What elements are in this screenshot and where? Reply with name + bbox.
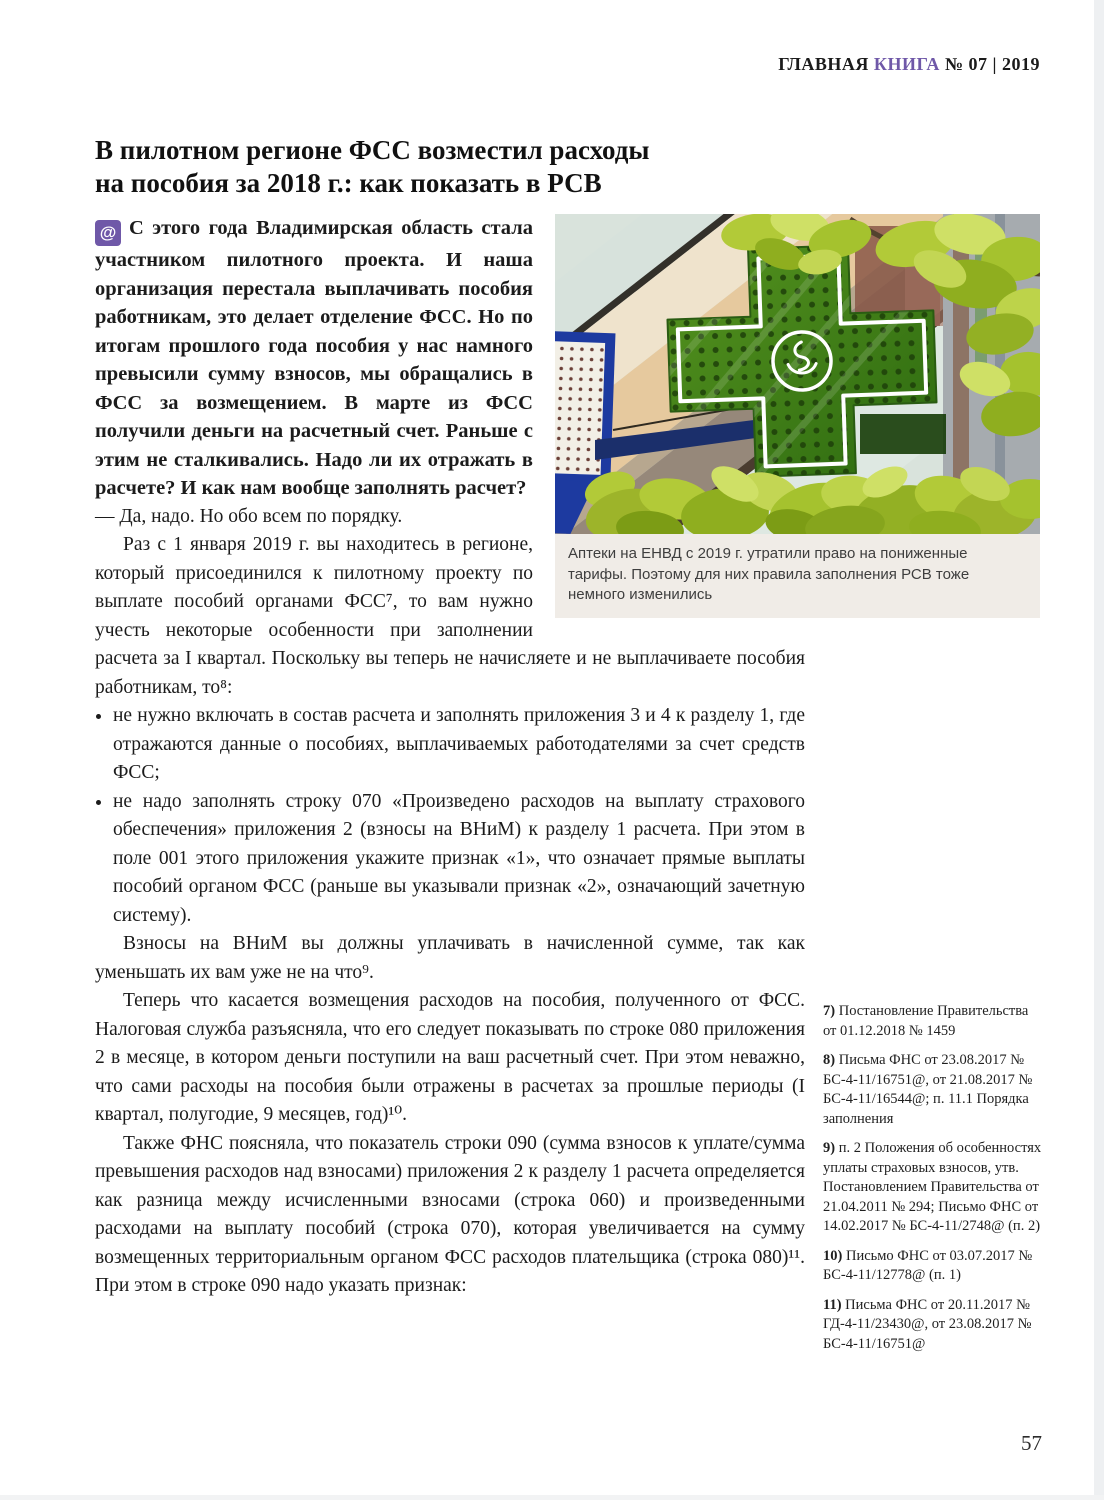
paragraph-3: Теперь что касается возмещения расходов на пособия, полученного от ФСС. Налоговая служба разъясняла, что его следует показывать по строке 080 приложения 2 в месяце, в котором деньги поступили на ваш расчетный счет. При этом неважно, что сами расходы на пособия были отражены в расчетах за прошлые периоды (I квартал, полугодие, 9 месяцев, год)¹⁰.	[95, 990, 805, 1125]
at-icon: @	[95, 220, 121, 246]
page-number: 57	[1021, 1431, 1042, 1455]
page-edge-right	[1094, 0, 1104, 1500]
footnote-text: Постановление Правительства от 01.12.2018 № 1459	[823, 1003, 1029, 1039]
footnote-number: 7)	[823, 1003, 836, 1019]
footnote-number: 9)	[823, 1140, 836, 1156]
article-title	[95, 134, 955, 200]
footnote-text: Письмо ФНС от 03.07.2017 № БС-4-11/12778@ (п. 1)	[823, 1247, 1033, 1283]
article-title-line2: на пособия за 2018 г.: как показать в РСВ	[95, 168, 602, 198]
paragraph-2: Взносы на ВНиМ вы должны уплачивать в начисленной сумме, так как уменьшать их вам уже не на что⁹.	[95, 933, 805, 983]
footnote-text: Письма ФНС от 23.08.2017 № БС-4-11/16751@, от 21.08.2017 № БС-4-11/16544@; п. 11.1 Порядка заполнения	[823, 1052, 1033, 1127]
bullet-item: • не надо заполнять строку 070 «Произведено расходов на выплату страхового обеспечения» приложения 2 (взносы на ВНиМ) к разделу 1 расчета. При этом в поле 001 этого приложения укажите признак «1», что означает прямые выплаты пособий органом ФСС (раньше вы указывали признак «2», означающий зачетную систему).	[113, 788, 805, 931]
footnote-11	[823, 1296, 1045, 1355]
article-title-line1: В пилотном регионе ФСС возместил расходы	[95, 135, 650, 165]
bullet-item: • не нужно включать в состав расчета и заполнять приложения 3 и 4 к разделу 1, где отражаются данные о пособиях, выплачиваемых работодателями за счет средств ФСС;	[113, 702, 805, 788]
footnotes-sidebar	[823, 1002, 1045, 1364]
pharmacy-cross-photo	[555, 214, 1040, 534]
masthead-purple: КНИГА	[873, 54, 940, 74]
footnote-number: 11)	[823, 1296, 842, 1313]
reader-question-text: С этого года Владимирская область стала участником пилотного проекта. И наша организация перестала выплачивать пособия работникам, это делает отделение ФСС. Но по итогам прошлого года пособия у нас намного превысили сумму взносов, мы обращались в ФСС за возмещением. В марте из ФСС получили деньги на расчетный счет. Раньше с этим не сталкивались. Надо ли их отражать в расчете? И как нам вообще заполнять расчет?	[95, 217, 533, 499]
paragraph-4: Также ФНС поясняла, что показатель строки 090 (сумма взносов к уплате/сумма превышения расходов над взносами) приложения 2 к разделу 1 расчета определяется как разница между исчисленными взносами (строка 060) и произведенными расходами на выплату пособий (строка 070), которая увеличивается на сумму возмещенных территориальным органом ФСС расходов плательщика (строка 080)¹¹. При этом в строке 090 надо указать признак:	[95, 1132, 805, 1296]
page-edge-bottom	[0, 1495, 1104, 1500]
footnote-10	[823, 1247, 1045, 1286]
bullet-list	[95, 702, 805, 930]
masthead-black: ГЛАВНАЯ	[778, 54, 874, 74]
masthead	[778, 54, 1040, 75]
footnote-text: п. 2 Положения об особенностях уплаты страховых взносов, утв. Постановлением Правительства от 21.04.2011 № 294; Письмо ФНС от 14.02.2017 № БС-4-11/2748@ (п. 2)	[823, 1140, 1042, 1234]
footnote-9	[823, 1139, 1045, 1237]
footnote-number: 10)	[823, 1247, 843, 1264]
photo-caption: Аптеки на ЕНВД с 2019 г. утратили право на пониженные тарифы. Поэтому для них правила заполнения РСВ тоже немного изменились	[555, 534, 1040, 618]
footnote-8	[823, 1051, 1045, 1129]
answer-line: — Да, надо. Но обо всем по порядку.	[95, 505, 403, 527]
photo-block	[555, 214, 1040, 618]
masthead-issue: № 07 | 2019	[939, 54, 1040, 74]
footnote-7	[823, 1002, 1045, 1041]
footnote-number: 8)	[823, 1052, 836, 1068]
paragraph-1: Раз с 1 января 2019 г. вы находитесь в регионе, который присоединился к пилотному проекту по выплате пособий органами ФСС⁷, то вам нужно учесть некоторые особенности при заполнении расчета за I квартал. Поскольку вы теперь не начисляете и не выплачиваете пособия работникам, то⁸:	[95, 534, 805, 698]
footnote-text: Письма ФНС от 20.11.2017 № ГД-4-11/23430@, от 23.08.2017 № БС-4-11/16751@	[823, 1296, 1032, 1352]
